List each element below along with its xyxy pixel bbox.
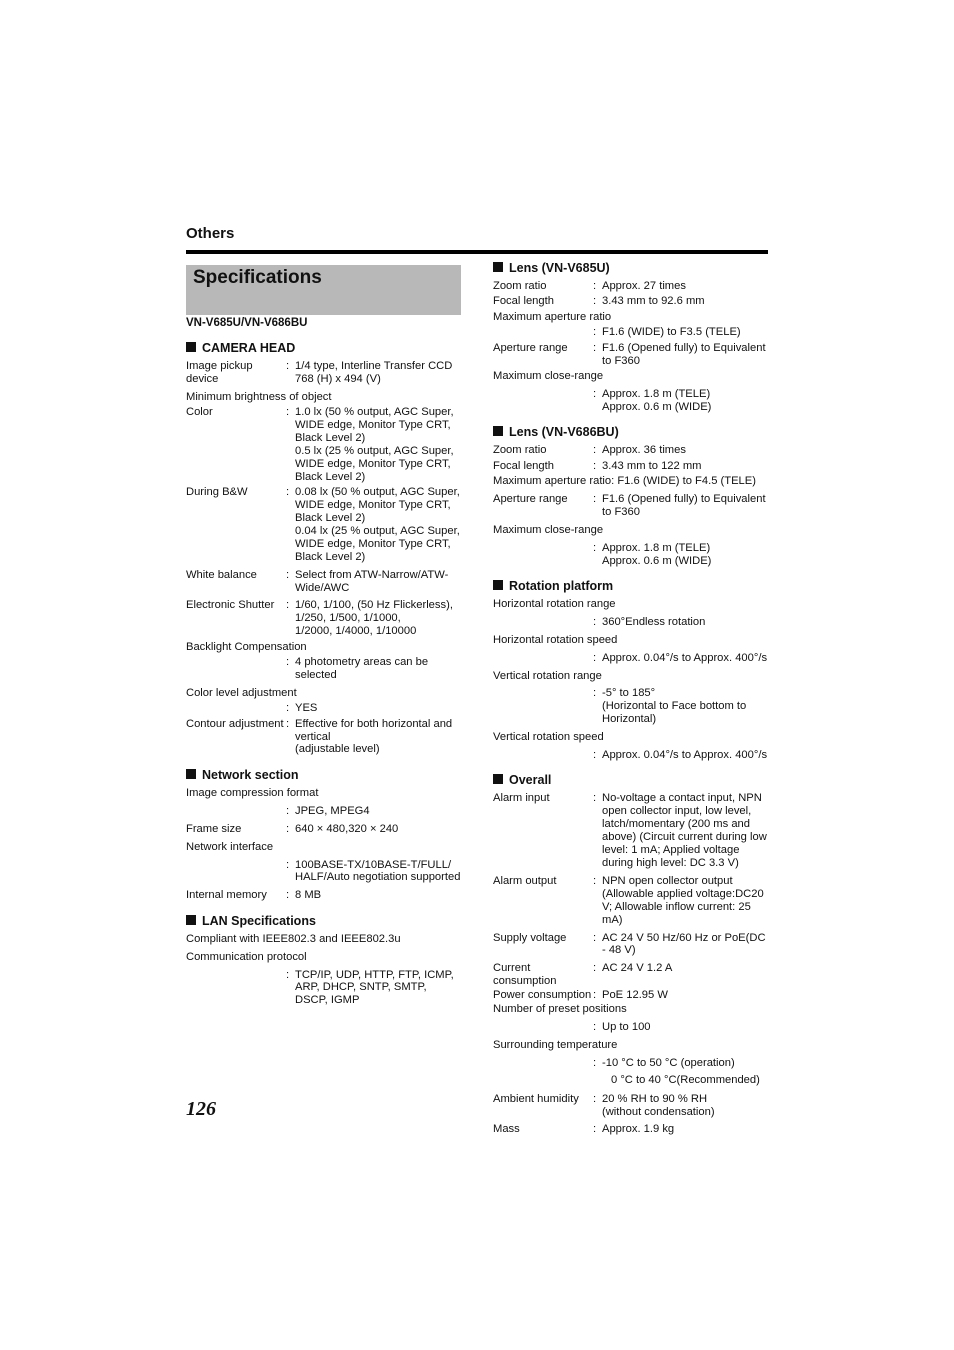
page-title-banner <box>186 265 461 315</box>
header-rule <box>186 250 768 254</box>
spec-alarm-input: Alarm input : No-voltage a contact input, NPN open collector input, low level, latch/momentary (200 ms and above) (Circuit current during low level: 1 mA; Applied voltage during high level: DC 3.3 V) <box>493 792 767 869</box>
spec-color-level: Color level adjustment <box>186 686 297 699</box>
bullet-square-icon <box>493 580 503 590</box>
page-number: 126 <box>186 1098 216 1120</box>
spec-aperture-range-685: Aperture range : F1.6 (Opened fully) to Equivalent to F360 <box>493 341 766 367</box>
spec-h-range: Horizontal rotation range <box>493 597 616 610</box>
spec-focal-685: Focal length : 3.43 mm to 92.6 mm <box>493 295 705 308</box>
left-column <box>186 338 461 1010</box>
spec-image-pickup: Image pickup device : 1/4 type, Interline Transfer CCD 768 (H) x 494 (V) <box>186 360 453 385</box>
heading-camera-head: CAMERA HEAD <box>186 340 461 356</box>
bullet-square-icon <box>186 769 196 779</box>
spec-compliant: Compliant with IEEE802.3 and IEEE802.3u <box>186 932 401 945</box>
spec-h-range-value: : 360°Endless rotation <box>593 615 706 628</box>
spec-humidity: Ambient humidity : 20 % RH to 90 % RH (without condensation) <box>493 1092 715 1118</box>
heading-rotation-platform: Rotation platform <box>493 578 769 594</box>
spec-backlight-value: : 4 photometry areas can be selected <box>286 656 429 681</box>
spec-network-interface-value: : 100BASE-TX/10BASE-T/FULL/ HALF/Auto negotiation supported <box>286 858 461 884</box>
spec-compression-value: : JPEG, MPEG4 <box>286 804 370 817</box>
spec-mass: Mass : Approx. 1.9 kg <box>493 1123 675 1136</box>
heading-overall: Overall <box>493 772 769 788</box>
spec-close-range-685: Maximum close-range <box>493 369 604 382</box>
model-name: VN-V685U/VN-V686BU <box>186 317 308 329</box>
heading-lan-specifications: LAN Specifications <box>186 913 461 929</box>
spec-focal-686: Focal length : 3.43 mm to 122 mm <box>493 459 702 472</box>
spec-zoom-686: Zoom ratio : Approx. 36 times <box>493 444 686 457</box>
spec-h-speed: Horizontal rotation speed <box>493 633 618 646</box>
spec-internal-memory: Internal memory : 8 MB <box>186 889 322 902</box>
spec-current: Current consumption : AC 24 V 1.2 A <box>493 962 673 988</box>
spec-backlight: Backlight Compensation <box>186 640 307 653</box>
spec-zoom-685: Zoom ratio : Approx. 27 times <box>493 280 686 292</box>
spec-close-range-686-value: : Approx. 1.8 m (TELE) Approx. 0.6 m (WIDE) <box>593 541 712 567</box>
spec-shutter: Electronic Shutter : 1/60, 1/100, (50 Hz Flickerless), 1/250, 1/500, 1/1000, 1/2000, 1/4000, 1/10000 <box>186 599 453 638</box>
spec-h-speed-value: : Approx. 0.04°/s to Approx. 400°/s <box>593 651 768 664</box>
spec-network-interface: Network interface <box>186 840 274 853</box>
spec-aperture-range-686: Aperture range : F1.6 (Opened fully) to Equivalent to F360 <box>493 492 766 518</box>
section-title: Others <box>186 225 235 242</box>
spec-v-speed: Vertical rotation speed <box>493 731 604 744</box>
bullet-square-icon <box>186 915 196 925</box>
spec-v-range: Vertical rotation range <box>493 669 602 682</box>
spec-preset: Number of preset positions <box>493 1003 627 1016</box>
spec-close-range-686: Maximum close-range <box>493 523 604 536</box>
spec-preset-value: : Up to 100 <box>593 1020 651 1033</box>
spec-v-range-value: : -5° to 185° (Horizontal to Face bottom to Horizontal) <box>593 687 747 726</box>
bullet-square-icon <box>493 426 503 436</box>
bullet-square-icon <box>493 262 503 272</box>
right-column <box>493 258 769 1139</box>
spec-max-aperture-686: Maximum aperture ratio: F1.6 (WIDE) to F4.5 (TELE) <box>493 474 756 487</box>
spec-min-brightness: Minimum brightness of object <box>186 390 332 403</box>
spec-protocol-value: : TCP/IP, UDP, HTTP, FTP, ICMP, ARP, DHCP, SNTP, SMTP, DSCP, IGMP <box>286 968 454 1007</box>
bullet-square-icon <box>493 774 503 784</box>
spec-compression: Image compression format <box>186 786 319 799</box>
spec-close-range-685-value: : Approx. 1.8 m (TELE) Approx. 0.6 m (WIDE) <box>593 387 712 413</box>
heading-network-section: Network section <box>186 767 461 783</box>
spec-supply-voltage: Supply voltage : AC 24 V 50 Hz/60 Hz or PoE(DC - 48 V) <box>493 931 766 957</box>
spec-v-speed-value: : Approx. 0.04°/s to Approx. 400°/s <box>593 749 768 762</box>
bullet-square-icon <box>186 342 196 352</box>
spec-color: Color : 1.0 lx (50 % output, AGC Super, WIDE edge, Monitor Type CRT, Black Level 2) 0.5 lx (25 % output, AGC Super, WIDE edge, Monitor Type CRT, Black Level 2) <box>186 406 454 483</box>
spec-contour: Contour adjustment : Effective for both horizontal and vertical (adjustable level) <box>186 717 453 756</box>
spec-temperature-value: : -10 °C to 50 °C (operation) 0 °C to 40 °C(Recommended) <box>593 1056 760 1086</box>
spec-power: Power consumption : PoE 12.95 W <box>493 989 668 1002</box>
spec-white-balance: White balance : Select from ATW-Narrow/ATW-Wide/AWC <box>186 568 449 594</box>
page-title: Specifications <box>193 267 322 288</box>
spec-alarm-output: Alarm output : NPN open collector output (Allowable applied voltage:DC20 V; Allowable inflow current: 25 mA) <box>493 874 764 926</box>
heading-lens-vn-v686bu: Lens (VN-V686BU) <box>493 424 769 440</box>
spec-temperature: Surrounding temperature <box>493 1038 618 1051</box>
spec-protocol: Communication protocol <box>186 950 307 963</box>
heading-lens-vn-v685u: Lens (VN-V685U) <box>493 260 769 276</box>
spec-max-aperture-685: Maximum aperture ratio <box>493 310 612 323</box>
spec-frame-size: Frame size : 640 × 480,320 × 240 <box>186 822 399 835</box>
spec-max-aperture-685-value: : F1.6 (WIDE) to F3.5 (TELE) <box>593 326 741 339</box>
spec-bw: During B&W : 0.08 lx (50 % output, AGC Super, WIDE edge, Monitor Type CRT, Black Level 2) 0.04 lx (25 % output, AGC Super, WIDE edge, Monitor Type CRT, Black Level 2) <box>186 486 460 563</box>
spec-color-level-value: : YES <box>286 702 318 715</box>
